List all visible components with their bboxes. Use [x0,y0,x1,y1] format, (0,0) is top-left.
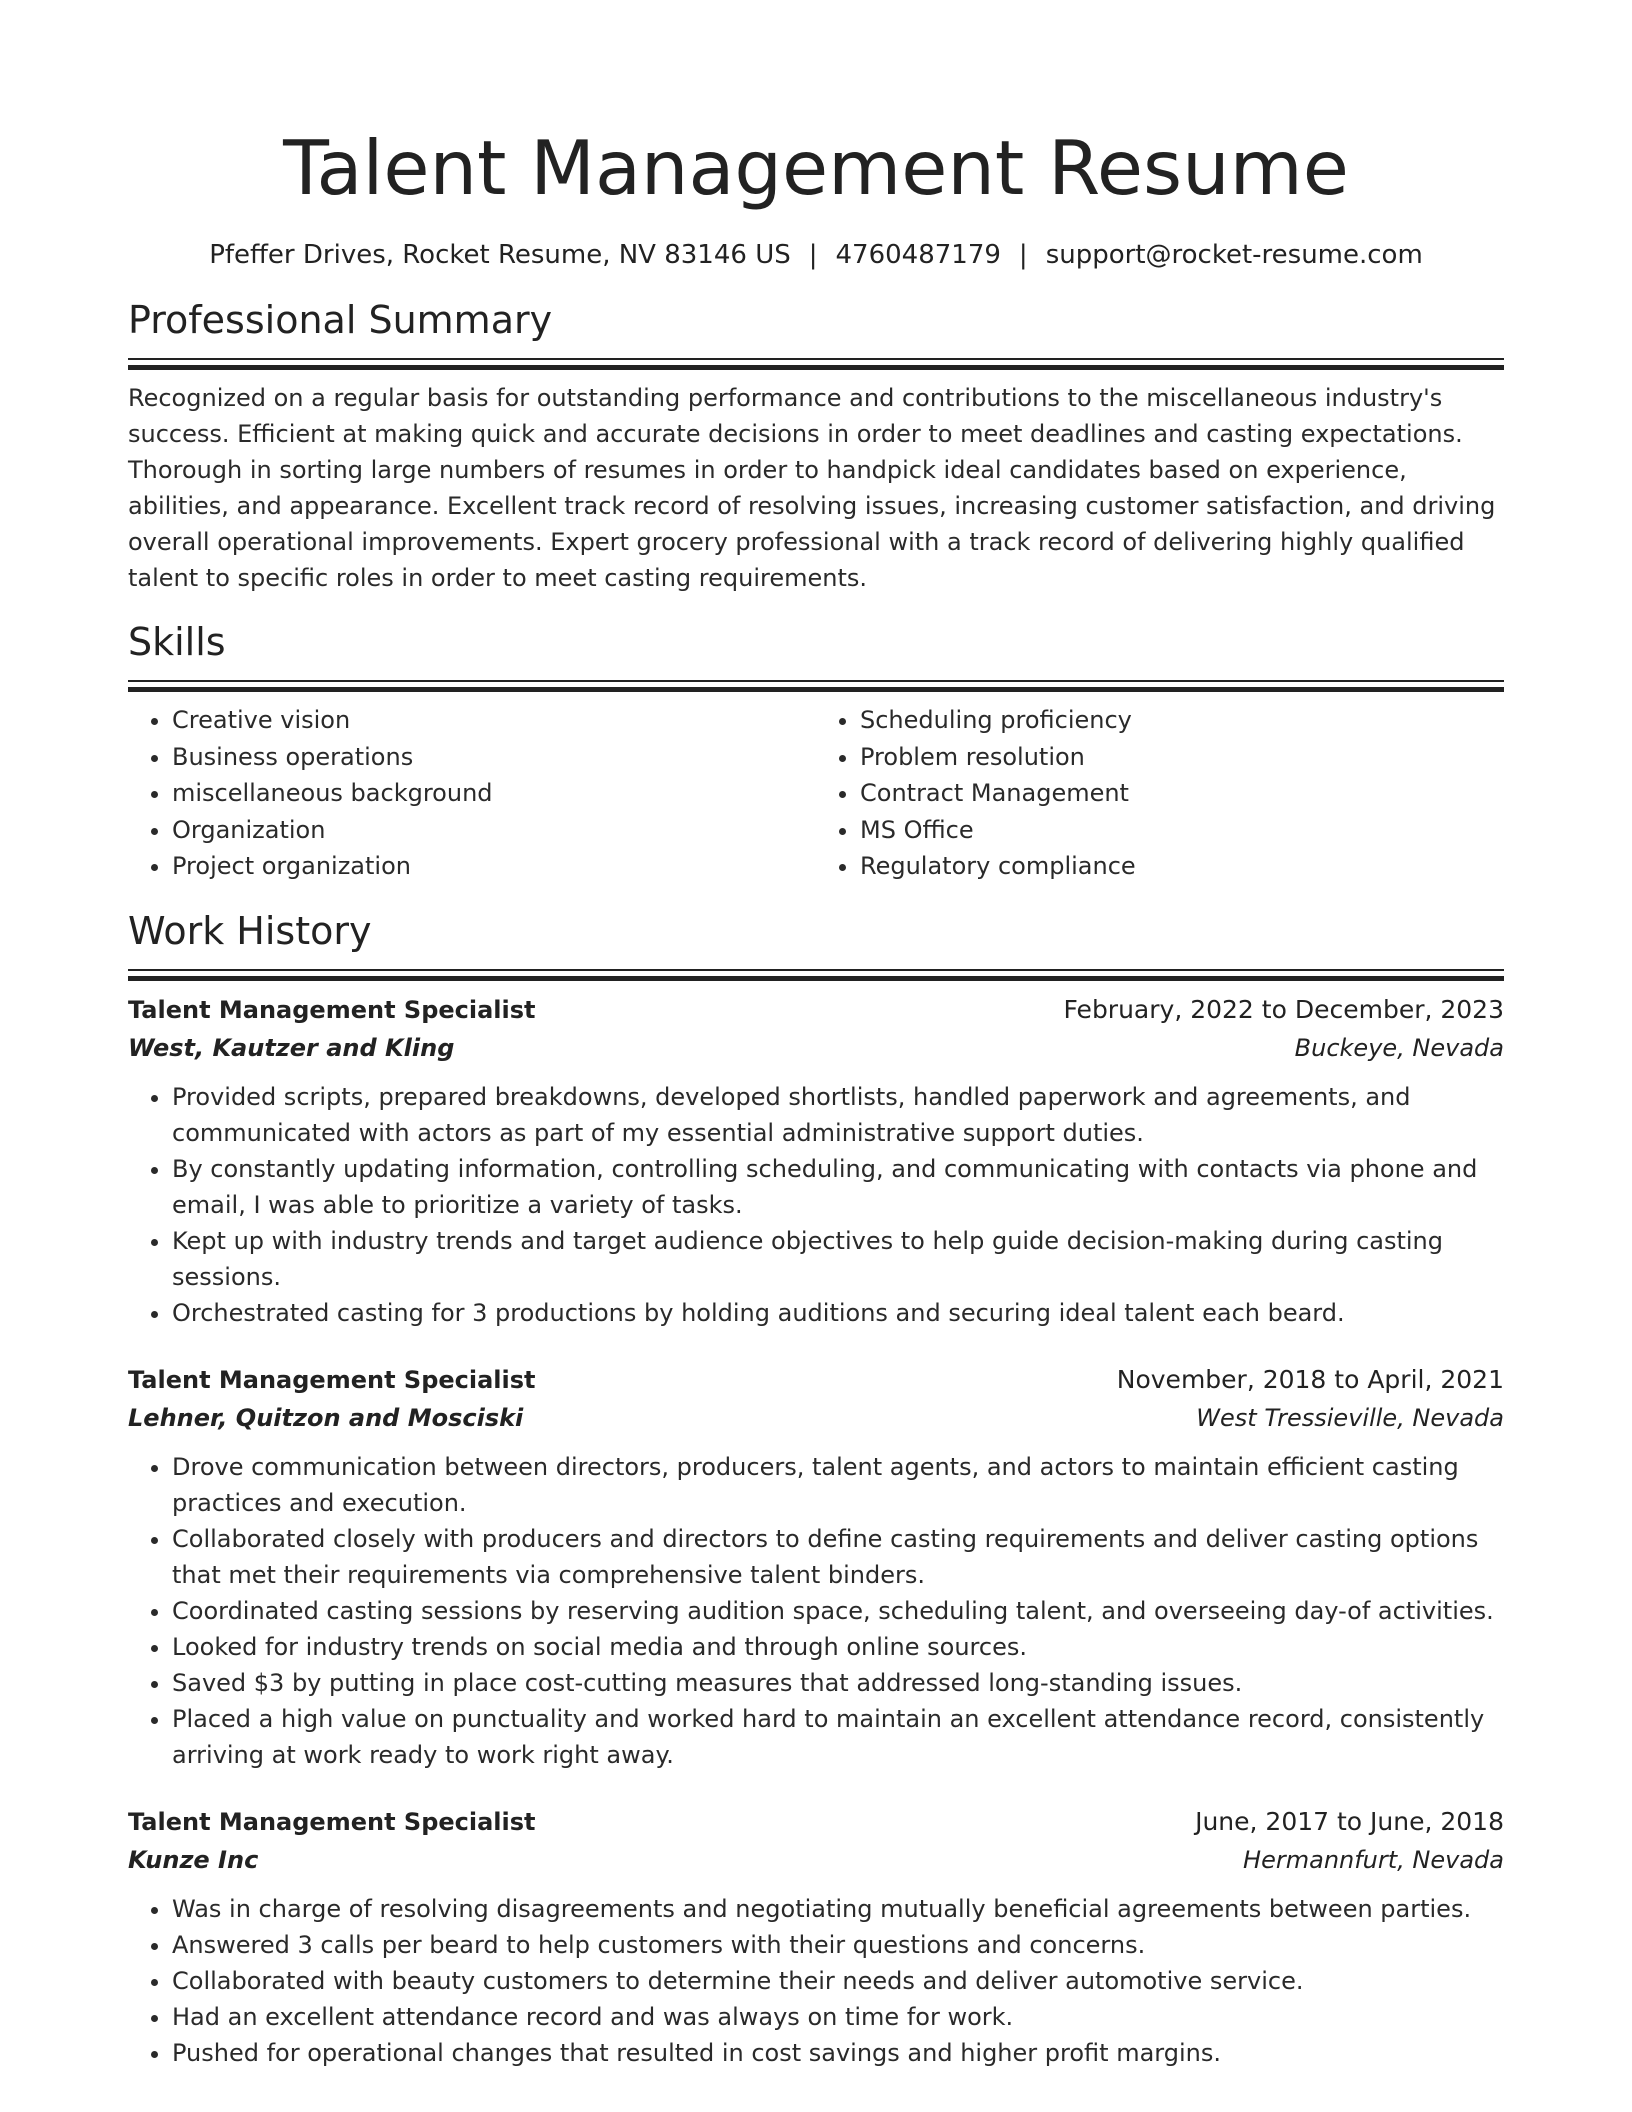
resume-title: Talent Management Resume [283,124,1349,212]
job-dates: February, 2022 to December, 2023 [1063,994,1504,1024]
job-header-row [128,1361,1504,1399]
skills-columns [128,702,1504,885]
job-title: Talent Management Specialist [128,1807,536,1836]
job-bullets [128,1891,1504,2071]
contact-address: Pfeffer Drives, Rocket Resume, NV 83146 US [209,240,791,270]
job-employer-row [128,1029,1504,1067]
job-dates: June, 2017 to June, 2018 [1195,1806,1504,1836]
summary-text: Recognized on a regular basis for outstanding performance and contributions to the miscellaneous industry's success. Efficient at making quick and accurate decisions in order to meet deadlines and casting expectations. Thorough in sorting large numbers of resumes in order to handpick ideal candidates based on experience, abilities, and appearance. Excellent track record of resolving issues, increasing customer satisfaction, and driving overall operational improvements. Expert grocery professional with a track record of delivering highly qualified talent to specific roles in order to meet casting requirements. [128,384,1496,592]
skill-item: • Business operations [172,739,816,776]
job-dates: November, 2018 to April, 2021 [1116,1364,1504,1394]
job-company: Kunze Inc [128,1845,259,1874]
summary-section [128,296,1504,596]
job-bullet: • Pushed for operational changes that resulted in cost savings and higher profit margins. [172,2035,1504,2071]
job-bullet: • Drove communication between directors, producers, talent agents, and actors to maintain efficient casting practices and execution. [172,1449,1504,1521]
job-bullet: • Coordinated casting sessions by reserving audition space, scheduling talent, and overseeing day-of activities. [172,1593,1504,1629]
job-title: Talent Management Specialist [128,1365,536,1394]
contact-email: support@rocket-resume.com [1045,240,1423,270]
job-bullet: • Saved $3 by putting in place cost-cutting measures that addressed long-standing issues. [172,1665,1504,1701]
work-history-heading: Work History [128,908,372,953]
section-divider [128,969,1504,971]
summary-heading: Professional Summary [128,298,553,342]
job-title: Talent Management Specialist [128,995,536,1024]
job-entry [128,1361,1504,1773]
job-bullet: • Orchestrated casting for 3 productions by holding auditions and securing ideal talent each beard. [172,1295,1504,1331]
job-header-row [128,991,1504,1029]
work-history-section [128,907,1504,2071]
skill-item: • Regulatory compliance [860,848,1504,885]
job-location: Buckeye, Nevada [1294,1033,1504,1062]
skill-item: • Creative vision [172,702,816,739]
contact-separator: | [1018,240,1028,270]
skill-item: • Project organization [172,848,816,885]
job-entry [128,991,1504,1331]
contact-phone: 4760487179 [835,240,1001,270]
section-divider [128,680,1504,682]
job-bullet: • Provided scripts, prepared breakdowns, developed shortlists, handled paperwork and agreements, and communicated with actors as part of my essential administrative support duties. [172,1079,1504,1151]
contact-separator: | [808,240,818,270]
skill-item: • Scheduling proficiency [860,702,1504,739]
skills-list-right [816,702,1504,885]
job-header-row [128,1803,1504,1841]
job-bullet: • Collaborated with beauty customers to determine their needs and deliver automotive service. [172,1963,1504,1999]
job-employer-row [128,1399,1504,1437]
job-entry [128,1803,1504,2071]
job-bullets [128,1079,1504,1331]
skill-item: • miscellaneous background [172,775,816,812]
job-bullet: • Was in charge of resolving disagreements and negotiating mutually beneficial agreements between parties. [172,1891,1504,1927]
job-bullet: • Kept up with industry trends and target audience objectives to help guide decision-making during casting sessions. [172,1223,1504,1295]
skill-item: • MS Office [860,812,1504,849]
job-bullet: • By constantly updating information, controlling scheduling, and communicating with contacts via phone and email, I was able to prioritize a variety of tasks. [172,1151,1504,1223]
skill-item: • Problem resolution [860,739,1504,776]
skills-list-left [128,702,816,885]
contact-line [128,238,1504,272]
job-company: Lehner, Quitzon and Mosciski [128,1403,524,1432]
job-bullet: • Looked for industry trends on social media and through online sources. [172,1629,1504,1665]
skill-item: • Contract Management [860,775,1504,812]
skill-item: • Organization [172,812,816,849]
job-location: Hermannfurt, Nevada [1243,1845,1504,1874]
job-bullet: • Placed a high value on punctuality and worked hard to maintain an excellent attendance record, consistently arriving at work ready to work right away. [172,1701,1504,1773]
job-employer-row [128,1841,1504,1879]
skills-section [128,618,1504,885]
job-company: West, Kautzer and Kling [128,1033,455,1062]
skills-heading: Skills [128,620,226,664]
job-location: West Tressieville, Nevada [1196,1403,1504,1432]
job-bullet: • Answered 3 calls per beard to help customers with their questions and concerns. [172,1927,1504,1963]
section-divider [128,358,1504,360]
job-bullet: • Collaborated closely with producers and directors to define casting requirements and deliver casting options that met their requirements via comprehensive talent binders. [172,1521,1504,1593]
job-bullet: • Had an excellent attendance record and was always on time for work. [172,1999,1504,2035]
job-bullets [128,1449,1504,1773]
